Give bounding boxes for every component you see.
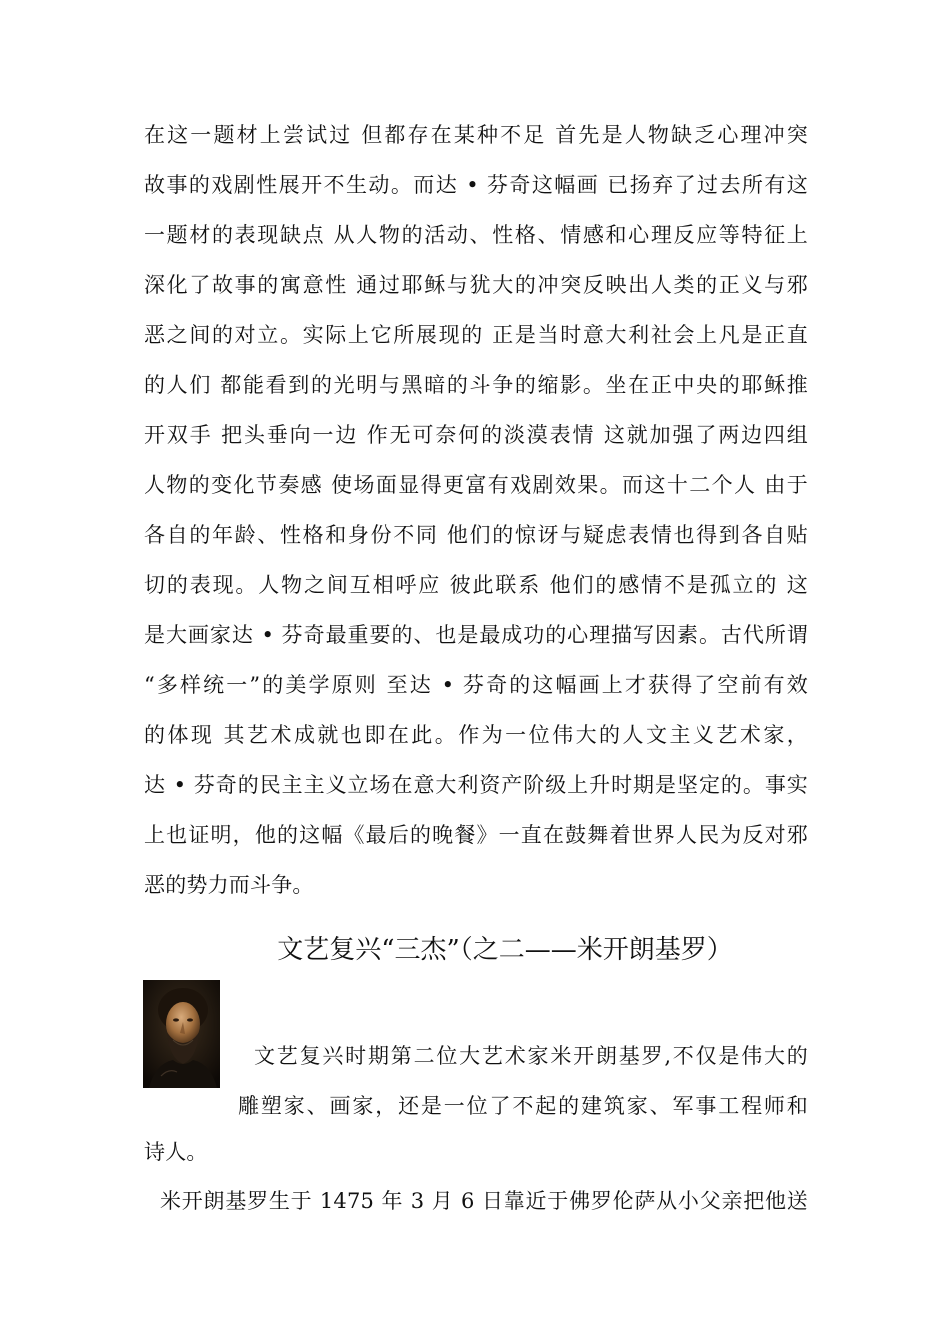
- section-heading: [0, 932, 950, 968]
- text-line: 故事的戏剧性展开不生动。而达 • 芬奇这幅画 已扬弃了过去所有这: [144, 173, 808, 197]
- text-line: 上也证明，他的这幅《最后的晚餐》一直在鼓舞着世界人民为反对邪: [144, 823, 808, 847]
- text-line: 达 • 芬奇的民主主义立场在意大利资产阶级上升时期是坚定的。事实: [144, 773, 808, 797]
- text-line: 深化了故事的寓意性 通过耶稣与犹大的冲突反映出人类的正义与邪: [144, 273, 808, 297]
- text-line: 各自的年龄、性格和身份不同 他们的惊讶与疑虑表情也得到各自贴: [144, 523, 808, 547]
- text-line: 切的表现。人物之间互相呼应 彼此联系 他们的感情不是孤立的 这: [144, 573, 808, 597]
- text-line: 开双手 把头垂向一边 作无可奈何的淡漠表情 这就加强了两边四组: [144, 423, 808, 447]
- text-line: 雕塑家、画家，还是一位了不起的建筑家、军事工程师和: [238, 1094, 808, 1118]
- text-line: 是大画家达 • 芬奇最重要的、也是最成功的心理描写因素。古代所谓: [144, 623, 808, 647]
- text-line: 一题材的表现缺点 从人物的活动、性格、情感和心理反应等特征上: [144, 223, 808, 247]
- text-line: 的人们 都能看到的光明与黑暗的斗争的缩影。坐在正中央的耶稣推: [144, 373, 808, 397]
- text-line: “多样统一”的美学原则 至达 • 芬奇的这幅画上才获得了空前有效: [144, 673, 808, 697]
- text-line: 恶的势力而斗争。: [144, 873, 314, 897]
- section-heading-text: 文艺复兴“三杰”（之二——米开朗基罗）: [277, 935, 733, 965]
- text-line: 米开朗基罗生于 1475 年 3 月 6 日靠近于佛罗伦萨从小父亲把他送: [160, 1189, 808, 1213]
- portrait-image: [143, 980, 220, 1088]
- text-line: 在这一题材上尝试过 但都存在某种不足 首先是人物缺乏心理冲突: [144, 123, 808, 147]
- text-line: 诗人。: [144, 1140, 208, 1164]
- text-line: 文艺复兴时期第二位大艺术家米开朗基罗,不仅是伟大的: [254, 1044, 808, 1068]
- text-line: 恶之间的对立。实际上它所展现的 正是当时意大利社会上凡是正直: [144, 323, 808, 347]
- text-line: 的体现 其艺术成就也即在此。作为一位伟大的人文主义艺术家，: [144, 723, 808, 747]
- text-line: 人物的变化节奏感 使场面显得更富有戏剧效果。而这十二个人 由于: [144, 473, 808, 497]
